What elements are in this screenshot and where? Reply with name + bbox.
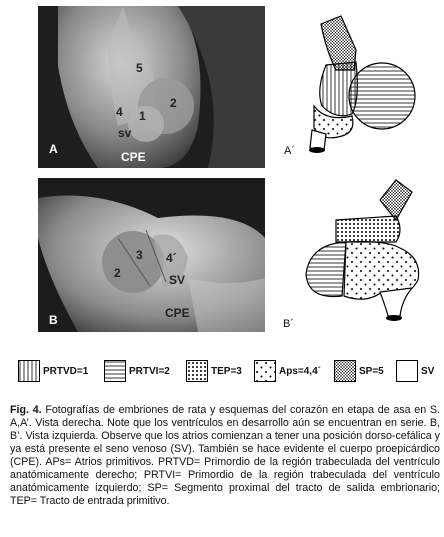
legend-label: SP=5	[359, 365, 384, 377]
figure-number: Fig. 4.	[10, 404, 42, 416]
label-4-prime: 4´	[166, 251, 177, 265]
legend-label: SV	[421, 365, 435, 377]
schematic-a-prime	[286, 10, 436, 160]
label-2: 2	[170, 96, 177, 110]
legend-item-tep	[186, 358, 242, 384]
schematic-letter-b-prime: B´	[283, 318, 294, 330]
panel-letter-b: B	[49, 313, 58, 327]
legend-item-prtvd	[18, 358, 88, 384]
label-cpe: CPE	[121, 150, 146, 164]
legend-label: PRTVI=2	[129, 365, 170, 377]
swatch-sparse-dots	[254, 360, 276, 382]
schematic-letter-a-prime: A´	[284, 145, 295, 157]
label-sv: SV	[169, 273, 186, 287]
panel-letter-a: A	[49, 142, 58, 156]
swatch-horizontal-lines	[104, 360, 126, 382]
swatch-dense-dots	[186, 360, 208, 382]
embryo-photo-a	[38, 6, 265, 168]
label-2: 2	[114, 266, 121, 280]
swatch-vertical-lines	[18, 360, 40, 382]
legend-item-sp	[334, 358, 384, 384]
caption-text: Fotografías de embriones de rata y esquemas del corazón en etapa de asa en S. A,A’. Vista derecha. Note que los ventrículos en desarrollo aún se encuentran en serie. B, B’. Vista izquierda. Observe que los atrios comienzan a tener una posición dorso-cefálica y ya está presente el seno venoso (SV). También se hace evidente el cuerpo proepicárdico (CPE). APs= Atrios primitivos. PRTVD= Primordio de la región trabeculada del ventrículo anatómicamente derecho; PRTVI= Primordio de la región trabeculada del ventrículo anatómicamente izquierdo; SP= Segmento proximal del tracto de salida embrionario; TEP= Tracto de entrada primitivo.	[10, 404, 440, 507]
swatch-crosshatch	[334, 360, 356, 382]
legend-item-sv	[396, 358, 434, 384]
label-sv: sv	[118, 126, 132, 140]
legend-item-aps	[254, 358, 321, 384]
photo-panel-b	[38, 178, 265, 332]
figure-caption	[10, 404, 440, 508]
photo-panel-a	[38, 6, 265, 168]
legend-label: Aps=4,4´	[279, 365, 321, 377]
swatch-blank	[396, 360, 418, 382]
label-3: 3	[136, 248, 143, 262]
legend-label: PRTVD=1	[43, 365, 89, 377]
pattern-legend	[18, 358, 442, 384]
label-5: 5	[136, 61, 143, 75]
embryo-photo-b	[38, 178, 265, 332]
label-cpe: CPE	[165, 306, 190, 320]
label-1: 1	[139, 109, 146, 123]
legend-item-prtvi	[104, 358, 170, 384]
label-4: 4	[116, 105, 123, 119]
legend-label: TEP=3	[211, 365, 242, 377]
schematic-b-prime	[296, 170, 444, 330]
